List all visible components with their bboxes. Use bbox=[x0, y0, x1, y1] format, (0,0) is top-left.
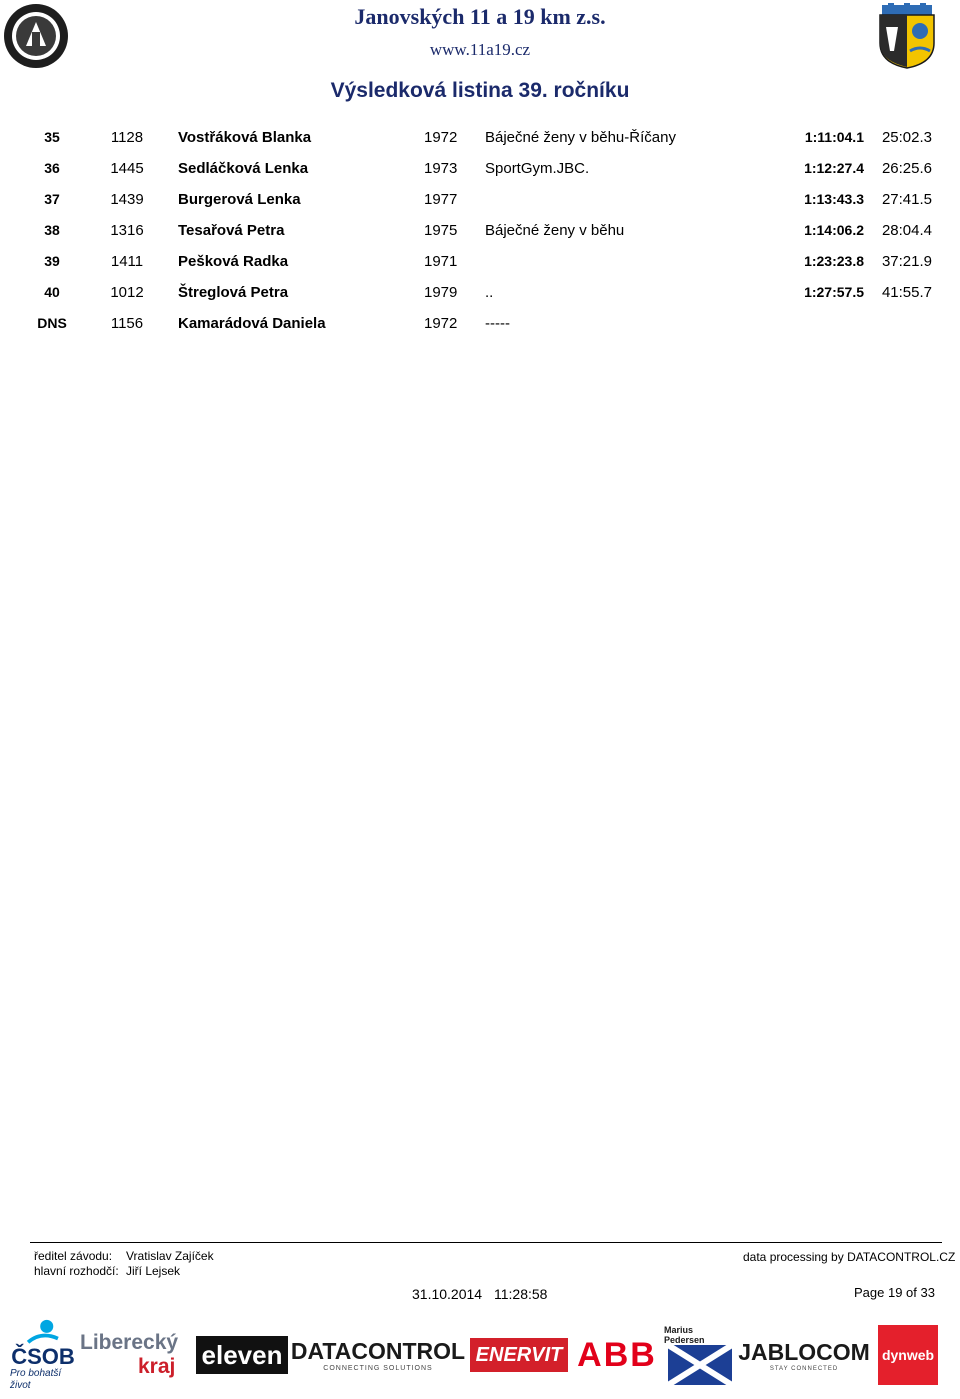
rank: 35 bbox=[44, 129, 60, 145]
club: SportGym.JBC. bbox=[485, 160, 590, 177]
time-behind: 26:25.6 bbox=[881, 160, 932, 177]
runner-name: Tesařová Petra bbox=[178, 222, 285, 239]
enervit-text: ENERVIT bbox=[470, 1338, 568, 1372]
results-title: Výsledková listina 39. ročníku bbox=[330, 79, 630, 102]
enervit-logo bbox=[470, 1318, 568, 1392]
runner-name: Sedláčková Lenka bbox=[178, 160, 309, 177]
print-time: 11:28:58 bbox=[494, 1286, 548, 1302]
csob-logo bbox=[10, 1318, 76, 1392]
marius-pedersen-text: Marius Pedersen bbox=[664, 1325, 705, 1345]
bib-number: 1445 bbox=[110, 160, 144, 177]
dynweb-logo bbox=[876, 1318, 940, 1392]
jablocom-text: JABLOCOM bbox=[738, 1338, 870, 1365]
table-row bbox=[0, 153, 960, 184]
table-row bbox=[0, 277, 960, 308]
table-row bbox=[0, 308, 960, 339]
liberecky-kraj-logo bbox=[80, 1318, 192, 1392]
table-row bbox=[0, 122, 960, 153]
eleven-logo bbox=[196, 1318, 288, 1392]
sponsor-strip bbox=[0, 1318, 960, 1392]
datacontrol-logo bbox=[292, 1318, 464, 1392]
data-processing-credit: data processing by DATACONTROL.CZ bbox=[743, 1250, 956, 1264]
finish-time: 1:11:04.1 bbox=[804, 129, 864, 145]
bib-number: 1128 bbox=[110, 129, 144, 146]
marius-pedersen-flag-icon bbox=[668, 1345, 732, 1385]
footer-divider bbox=[30, 1242, 942, 1243]
abb-logo bbox=[577, 1318, 657, 1392]
runner-name: Vostřáková Blanka bbox=[178, 129, 312, 146]
finish-time: 1:14:06.2 bbox=[804, 222, 864, 238]
bib-number: 1439 bbox=[110, 191, 144, 208]
jablocom-subtitle: STAY CONNECTED bbox=[769, 1365, 839, 1372]
referee-label: hlavní rozhodčí: bbox=[34, 1264, 119, 1278]
bib-number: 1411 bbox=[110, 253, 144, 270]
table-row bbox=[0, 215, 960, 246]
time-behind: 27:41.5 bbox=[881, 191, 932, 208]
director-name: Vratislav Zajíček bbox=[126, 1249, 214, 1263]
birth-year: 1972 bbox=[424, 315, 458, 332]
club: Báječné ženy v běhu-Říčany bbox=[485, 129, 676, 146]
organization-title: Janovských 11 a 19 km z.s. bbox=[354, 4, 606, 29]
table-row bbox=[0, 184, 960, 215]
rank: 37 bbox=[44, 191, 60, 207]
rank: 40 bbox=[44, 284, 60, 300]
rank: DNS bbox=[37, 315, 67, 331]
town-coat-of-arms-icon bbox=[876, 3, 938, 69]
birth-year: 1979 bbox=[424, 284, 458, 301]
abb-text: ABB bbox=[577, 1335, 657, 1374]
rank: 36 bbox=[44, 160, 60, 176]
club: ----- bbox=[485, 315, 510, 332]
runner-name: Burgerová Lenka bbox=[178, 191, 301, 208]
club: .. bbox=[485, 284, 494, 301]
finish-time: 1:13:43.3 bbox=[804, 191, 864, 207]
birth-year: 1971 bbox=[424, 253, 458, 270]
table-row bbox=[0, 246, 960, 277]
birth-year: 1975 bbox=[424, 222, 458, 239]
rank: 39 bbox=[44, 253, 60, 269]
page-number: Page 19 of 33 bbox=[854, 1285, 935, 1300]
bib-number: 1156 bbox=[110, 315, 144, 332]
results-table bbox=[0, 122, 960, 339]
club: Báječné ženy v běhu bbox=[485, 222, 625, 239]
csob-name: ČSOB bbox=[11, 1344, 75, 1369]
finish-time: 1:23:23.8 bbox=[804, 253, 864, 269]
birth-year: 1973 bbox=[424, 160, 458, 177]
birth-year: 1972 bbox=[424, 129, 458, 146]
marius-pedersen-logo bbox=[664, 1318, 736, 1392]
time-behind: 37:21.9 bbox=[881, 253, 932, 270]
bib-number: 1012 bbox=[110, 284, 144, 301]
runner-name: Kamarádová Daniela bbox=[178, 315, 326, 332]
finish-time: 1:27:57.5 bbox=[804, 284, 864, 300]
print-date: 31.10.2014 bbox=[412, 1286, 483, 1302]
runner-name: Štreglová Petra bbox=[178, 284, 289, 301]
csob-wave-icon bbox=[25, 1318, 61, 1346]
kraj-text: kraj bbox=[138, 1355, 176, 1378]
runner-name: Pešková Radka bbox=[178, 253, 289, 270]
finish-time: 1:12:27.4 bbox=[804, 160, 864, 176]
referee-name: Jiří Lejsek bbox=[126, 1264, 181, 1278]
jablocom-logo bbox=[740, 1318, 868, 1392]
time-behind: 25:02.3 bbox=[881, 129, 932, 146]
datacontrol-text: DATACONTROL bbox=[290, 1338, 466, 1364]
director-label: ředitel závodu: bbox=[34, 1249, 113, 1263]
csob-slogan: Pro bohatší život bbox=[10, 1368, 62, 1391]
datacontrol-subtitle: CONNECTING SOLUTIONS bbox=[323, 1365, 433, 1372]
dynweb-text: dynweb bbox=[878, 1325, 938, 1385]
website-url: www.11a19.cz bbox=[429, 40, 531, 59]
liberecky-text: Liberecký bbox=[80, 1331, 179, 1354]
eleven-text: eleven bbox=[196, 1336, 289, 1374]
birth-year: 1977 bbox=[424, 191, 458, 208]
time-behind: 41:55.7 bbox=[881, 284, 932, 301]
time-behind: 28:04.4 bbox=[881, 222, 932, 239]
bib-number: 1316 bbox=[110, 222, 144, 239]
rank: 38 bbox=[44, 222, 60, 238]
